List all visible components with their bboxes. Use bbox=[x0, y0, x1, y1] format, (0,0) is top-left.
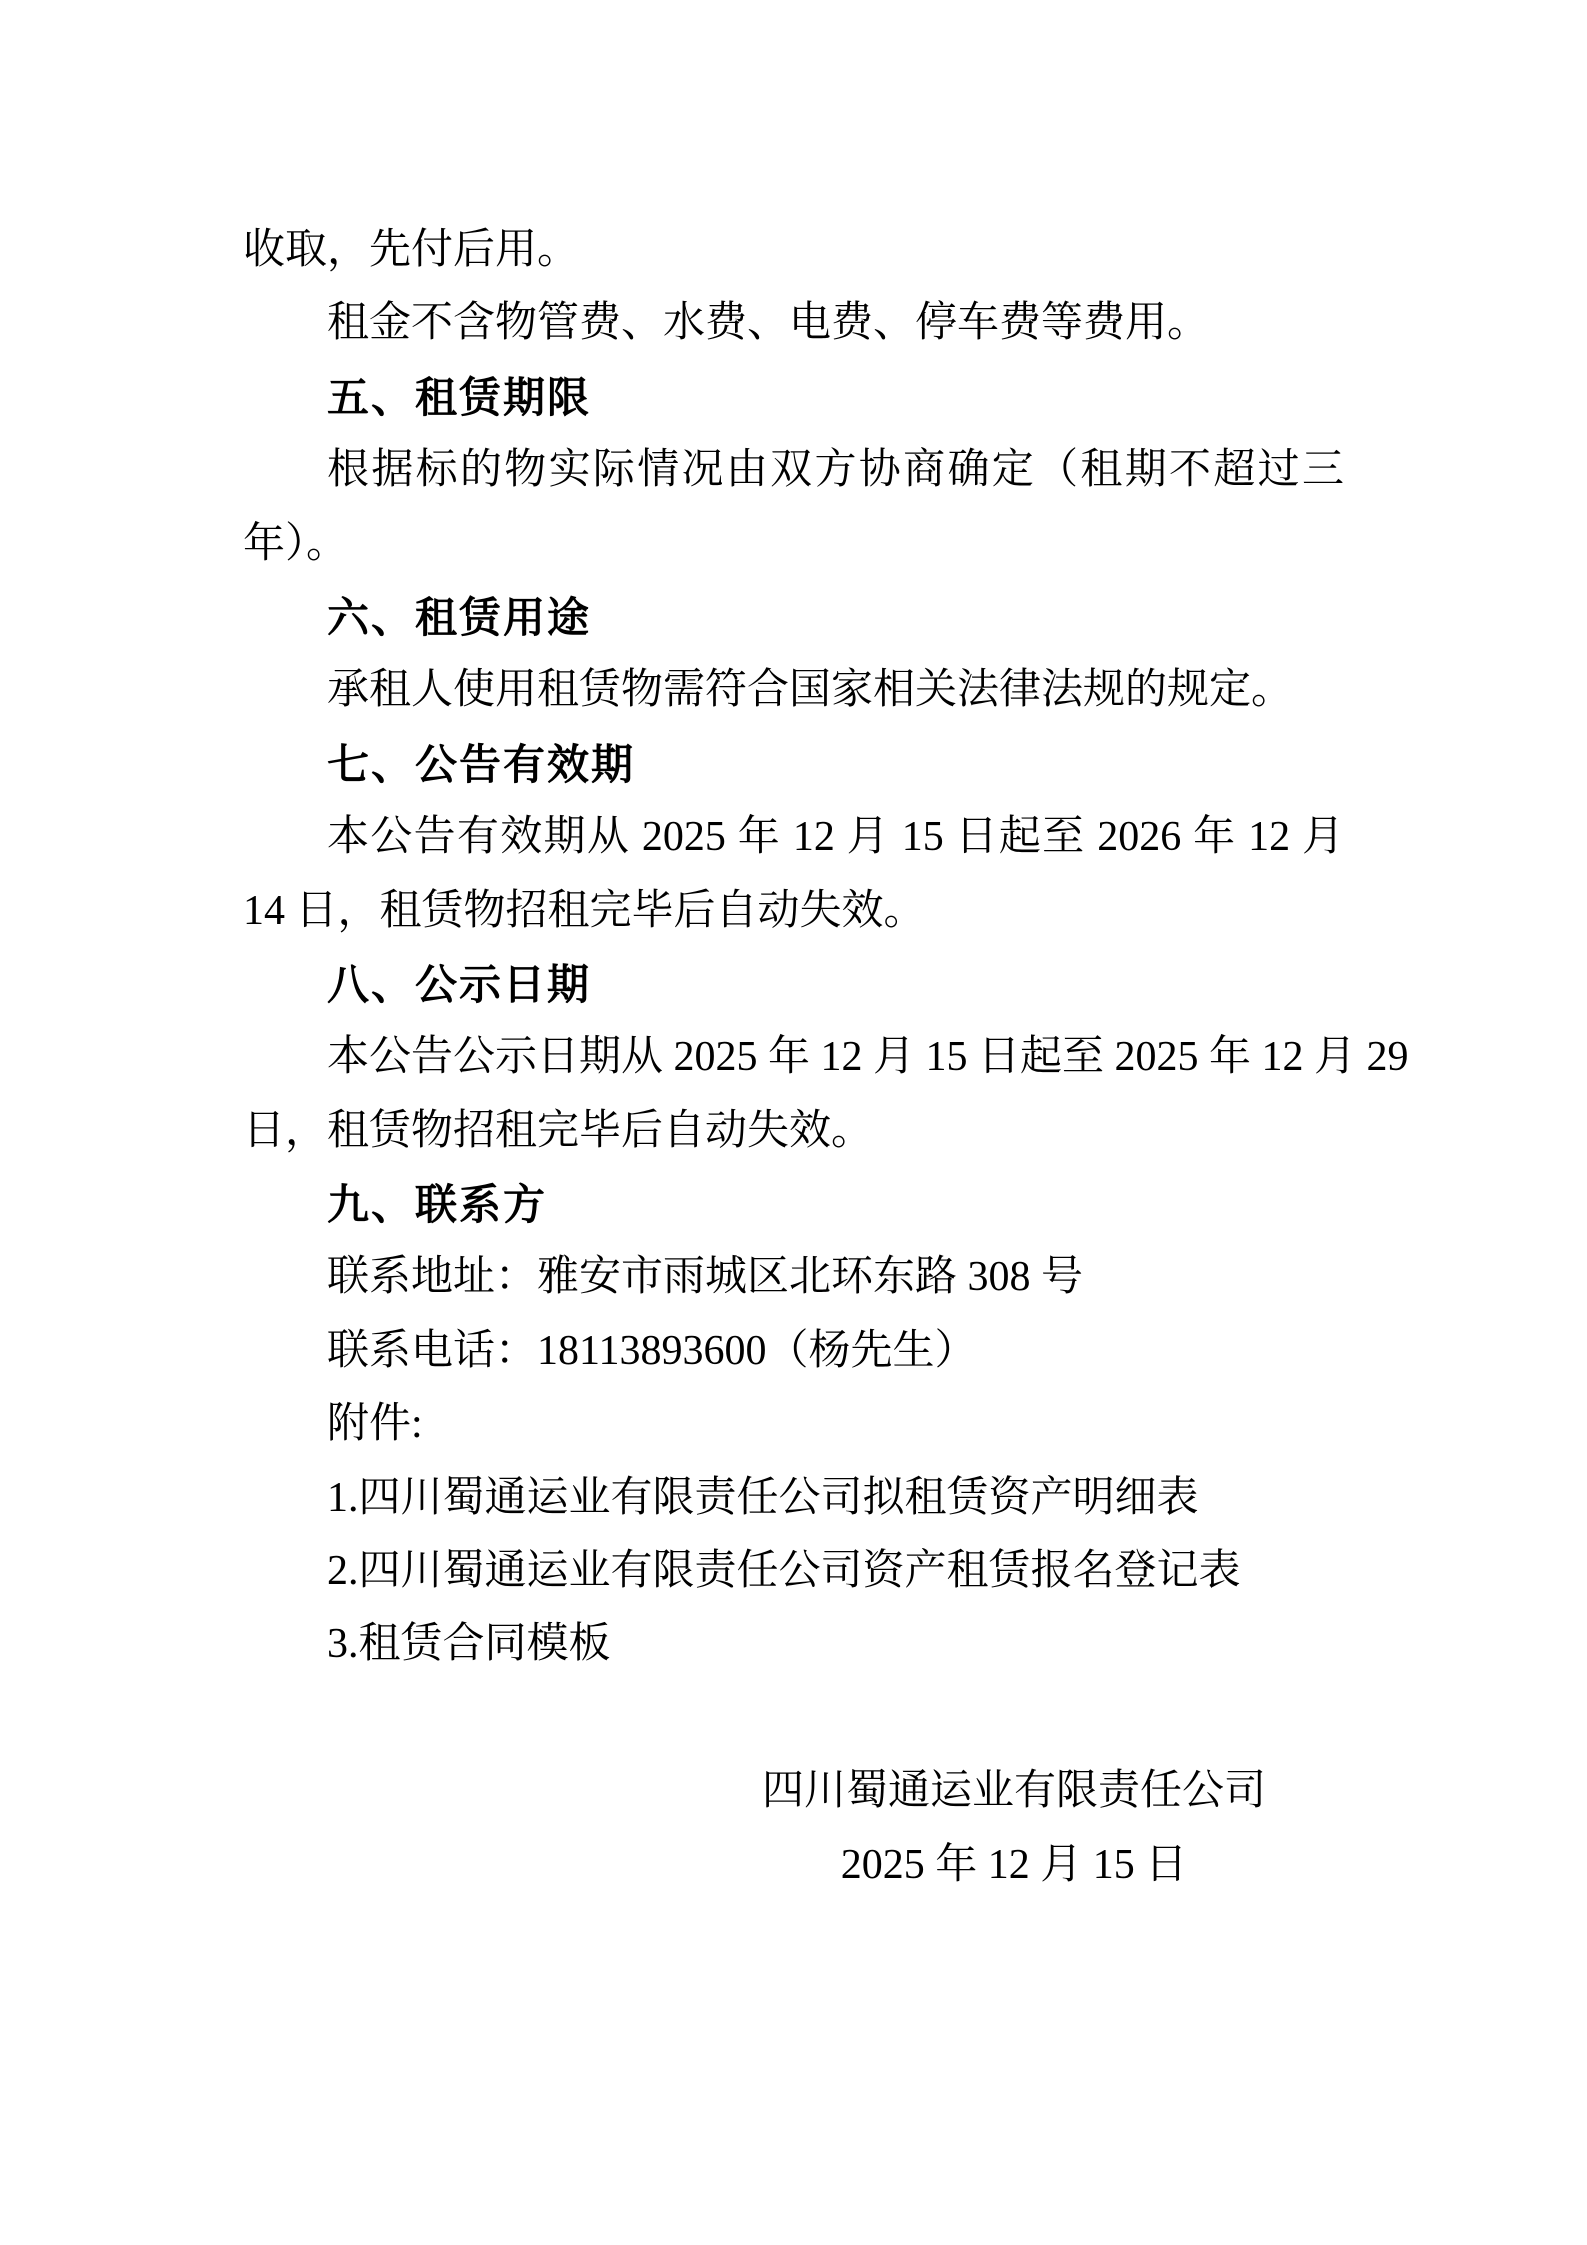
attachment-item-2: 2.四川蜀通运业有限责任公司资产租赁报名登记表 bbox=[327, 1548, 1241, 1595]
paragraph-line: 14 日，租赁物招租完毕后自动失效。 bbox=[243, 887, 926, 934]
section-heading-8: 八、公示日期 bbox=[327, 960, 592, 1008]
contact-phone-line: 联系电话：18113893600（杨先生） bbox=[327, 1327, 977, 1374]
blank-line bbox=[243, 1682, 1344, 1755]
contact-address-line: 联系地址：雅安市雨城区北环东路 308 号 bbox=[327, 1254, 1084, 1301]
paragraph-line: 本公告公示日期从 2025 年 12 月 15 日起至 2025 年 12 月 29 bbox=[327, 1034, 1409, 1081]
paragraph-line: 根据标的物实际情况由双方协商确定（租期不超过三 bbox=[327, 447, 1344, 494]
section-heading-5: 五、租赁期限 bbox=[327, 373, 592, 421]
attachment-item-1: 1.四川蜀通运业有限责任公司拟租赁资产明细表 bbox=[327, 1474, 1199, 1521]
paragraph-line: 租金不含物管费、水费、电费、停车费等费用。 bbox=[327, 300, 1210, 347]
paragraph-line: 承租人使用租赁物需符合国家相关法律法规的规定。 bbox=[327, 667, 1294, 714]
paragraph-line: 年）。 bbox=[243, 520, 349, 567]
text-column bbox=[243, 214, 1409, 1902]
attachment-item-3: 3.租赁合同模板 bbox=[327, 1621, 611, 1668]
section-heading-9: 九、联系方 bbox=[327, 1181, 548, 1229]
signature-company: 四川蜀通运业有限责任公司 bbox=[761, 1768, 1266, 1815]
section-heading-7: 七、公告有效期 bbox=[327, 740, 636, 788]
paragraph-line: 本公告有效期从 2025 年 12 月 15 日起至 2026 年 12 月 bbox=[327, 814, 1344, 861]
paragraph-line: 收取，先付后用。 bbox=[243, 227, 580, 273]
signature-date: 2025 年 12 月 15 日 bbox=[840, 1841, 1188, 1888]
section-heading-6: 六、租赁用途 bbox=[327, 593, 592, 641]
attachments-label: 附件: bbox=[327, 1401, 423, 1448]
paragraph-line: 日，租赁物招租完毕后自动失效。 bbox=[243, 1107, 874, 1154]
